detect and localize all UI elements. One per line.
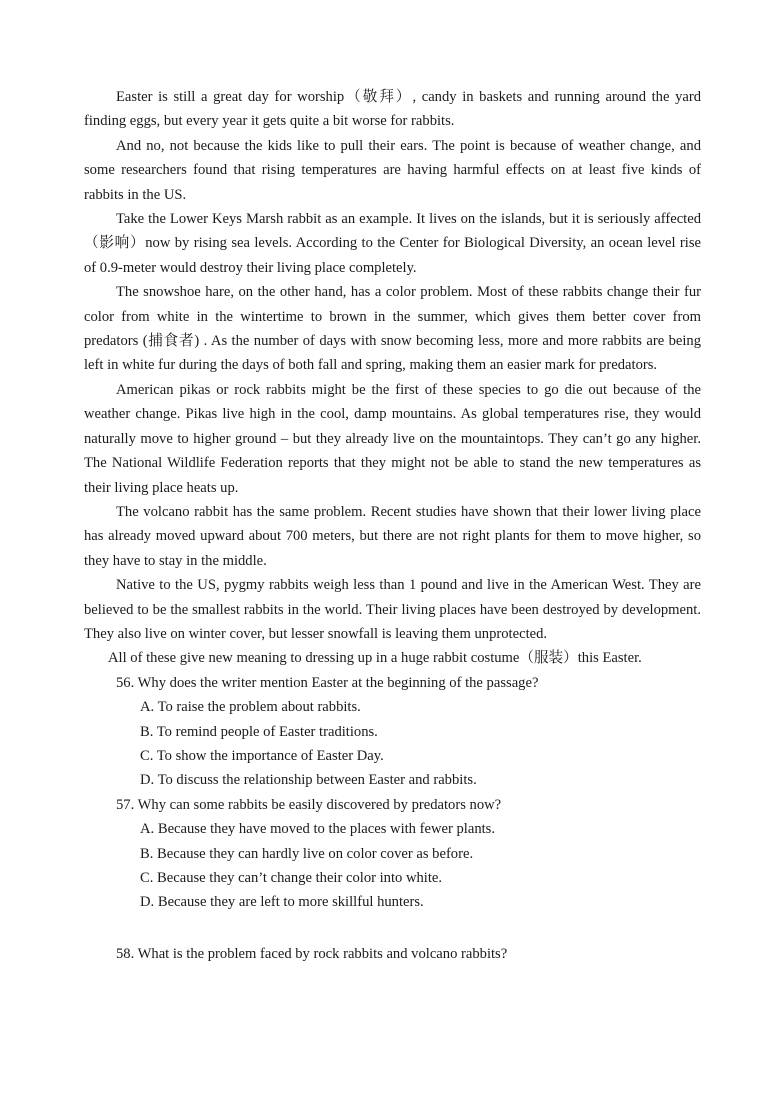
question-option: A. To raise the problem about rabbits. xyxy=(140,699,361,716)
document-content xyxy=(84,85,701,966)
question-56 xyxy=(84,671,701,793)
question-57 xyxy=(84,793,701,915)
question-option: D. Because they are left to more skillful hunters. xyxy=(140,894,424,911)
passage-paragraph-2: And no, not because the kids like to pull their ears. The point is because of weather change, and some researchers found that rising temperatures are having harmful effects on at least five kinds of rabbits in the US. xyxy=(84,137,701,203)
question-option: A. Because they have moved to the places with fewer plants. xyxy=(140,821,495,838)
passage-paragraph-4: The snowshoe hare, on the other hand, has a color problem. Most of these rabbits change their fur color from white in the wintertime to brown in the summer, which gives them better cover from predators (捕食者) . As the number of days with snow becoming less, more and more rabbits are being left in white fur during the days of both fall and spring, making them an easier mark for predators. xyxy=(84,284,701,374)
passage-paragraph-7: Native to the US, pygmy rabbits weigh less than 1 pound and live in the American West. They are believed to be the smallest rabbits in the world. Their living places have been destroyed by development. They also live on winter cover, but lesser snowfall is leaving them unprotected. xyxy=(84,577,701,642)
passage-paragraph-3: Take the Lower Keys Marsh rabbit as an example. It lives on the islands, but it is seriously affected（影响）now by rising sea levels. According to the Center for Biological Diversity, an ocean level rise of 0.9-meter would destroy their living place completely. xyxy=(84,211,701,276)
question-option: B. Because they can hardly live on color cover as before. xyxy=(140,845,474,862)
question-option: B. To remind people of Easter traditions. xyxy=(140,723,378,740)
question-stem: 57. Why can some rabbits be easily discovered by predators now? xyxy=(116,796,502,813)
passage-paragraph-8: All of these give new meaning to dressing up in a huge rabbit costume（服装）this Easter. xyxy=(108,650,642,667)
question-58 xyxy=(84,942,701,966)
passage-paragraph-5: American pikas or rock rabbits might be the first of these species to go die out because of the weather change. Pikas live high in the cool, damp mountains. As global temperatures rise, they would naturally move to higher ground – but they already live on the mountaintops. They can’t go any higher. The National Wildlife Federation reports that they might not be able to stand the new temperatures as their living place heats up. xyxy=(84,381,701,496)
question-option: C. Because they can’t change their color into white. xyxy=(140,870,443,886)
question-stem: 58. What is the problem faced by rock rabbits and volcano rabbits? xyxy=(116,945,508,962)
passage-paragraph-6: The volcano rabbit has the same problem. Recent studies have shown that their lower living place has already moved upward about 700 meters, but there are not right plants for them to move higher, so they have to stay in the middle. xyxy=(84,503,701,569)
question-option: D. To discuss the relationship between Easter and rabbits. xyxy=(140,772,477,789)
question-spacer xyxy=(84,915,701,942)
question-stem: 56. Why does the writer mention Easter at the beginning of the passage? xyxy=(116,674,539,691)
passage-paragraph-1: Easter is still a great day for worship（敬拜）, candy in baskets and running around the yard finding eggs, but every year it gets quite a bit worse for rabbits. xyxy=(84,89,701,130)
question-option: C. To show the importance of Easter Day. xyxy=(140,747,384,764)
